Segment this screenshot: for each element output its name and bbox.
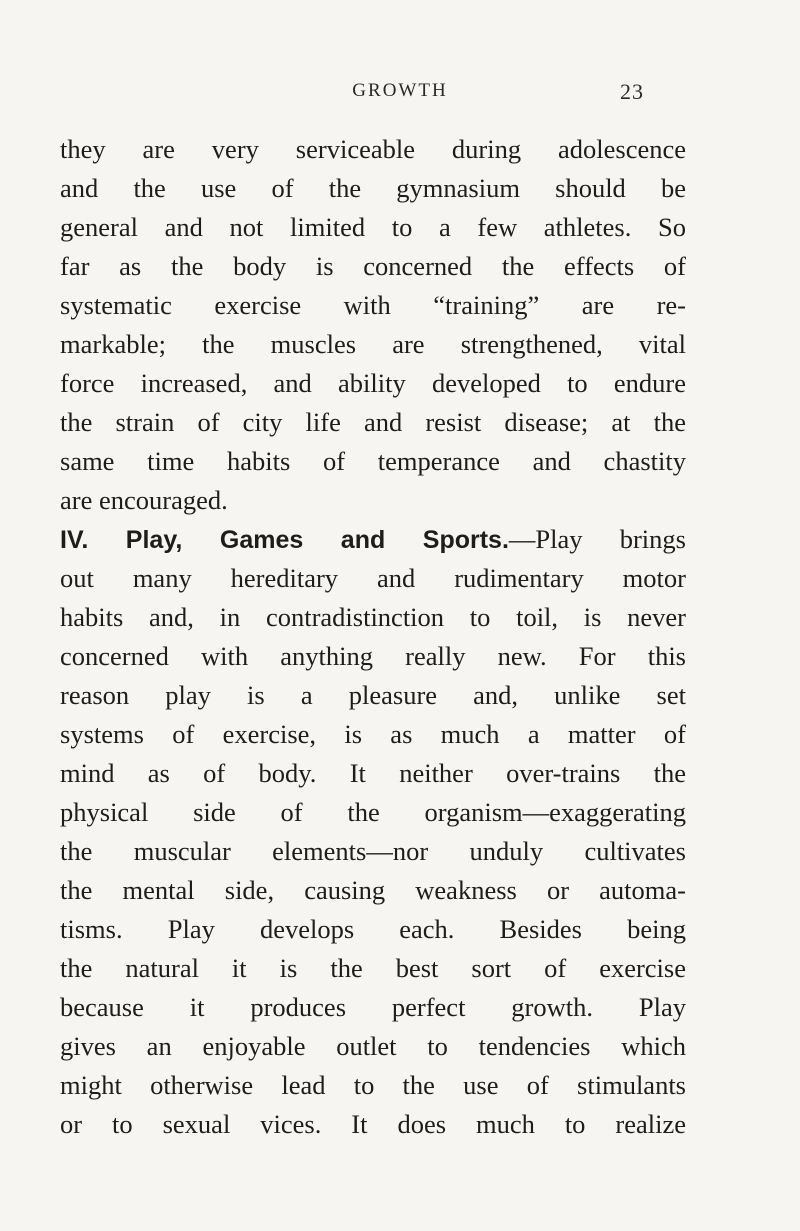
page-number: 23	[620, 79, 644, 104]
text-line: or to sexual vices. It does much to realize	[60, 1109, 686, 1139]
paragraph-end-line: are encouraged.	[60, 485, 228, 515]
text-line: systems of exercise, is as much a matter of	[60, 719, 686, 749]
text-line: reason play is a pleasure and, unlike set	[60, 680, 686, 710]
text-line: tisms. Play develops each. Besides being	[60, 914, 686, 944]
running-title: GROWTH	[352, 80, 448, 101]
text-line: because it produces perfect growth. Play	[60, 992, 686, 1022]
text-line: habits and, in contradistinction to toil, is never	[60, 602, 686, 632]
text-line: might otherwise lead to the use of stimulants	[60, 1070, 686, 1100]
text-line: systematic exercise with “training” are re-	[60, 290, 686, 320]
body-text	[60, 130, 686, 1144]
text-line: gives an enjoyable outlet to tendencies which	[60, 1031, 686, 1061]
section-heading: IV. Play, Games and Sports.	[60, 526, 509, 554]
text-line: markable; the muscles are strengthened, vital	[60, 329, 686, 359]
text-line: they are very serviceable during adolescence	[60, 134, 686, 164]
text-line: same time habits of temperance and chastity	[60, 446, 686, 476]
text-line: concerned with anything really new. For this	[60, 641, 686, 671]
text-line: the strain of city life and resist disease; at the	[60, 407, 686, 437]
heading-line-text: —Play brings	[508, 524, 686, 554]
text-line: the mental side, causing weakness or automa-	[60, 875, 686, 905]
text-line: force increased, and ability developed to endure	[60, 368, 686, 398]
running-header	[0, 80, 800, 110]
text-line: and the use of the gymnasium should be	[60, 173, 686, 203]
text-line: mind as of body. It neither over-trains the	[60, 758, 686, 788]
section-heading-line	[60, 520, 686, 559]
text-line: the natural it is the best sort of exercise	[60, 953, 686, 983]
text-line: far as the body is concerned the effects of	[60, 251, 686, 281]
text-line: general and not limited to a few athletes. So	[60, 212, 686, 242]
text-line: the muscular elements—nor unduly cultivates	[60, 836, 686, 866]
text-line: out many hereditary and rudimentary motor	[60, 563, 686, 593]
text-line: physical side of the organism—exaggerating	[60, 797, 686, 827]
